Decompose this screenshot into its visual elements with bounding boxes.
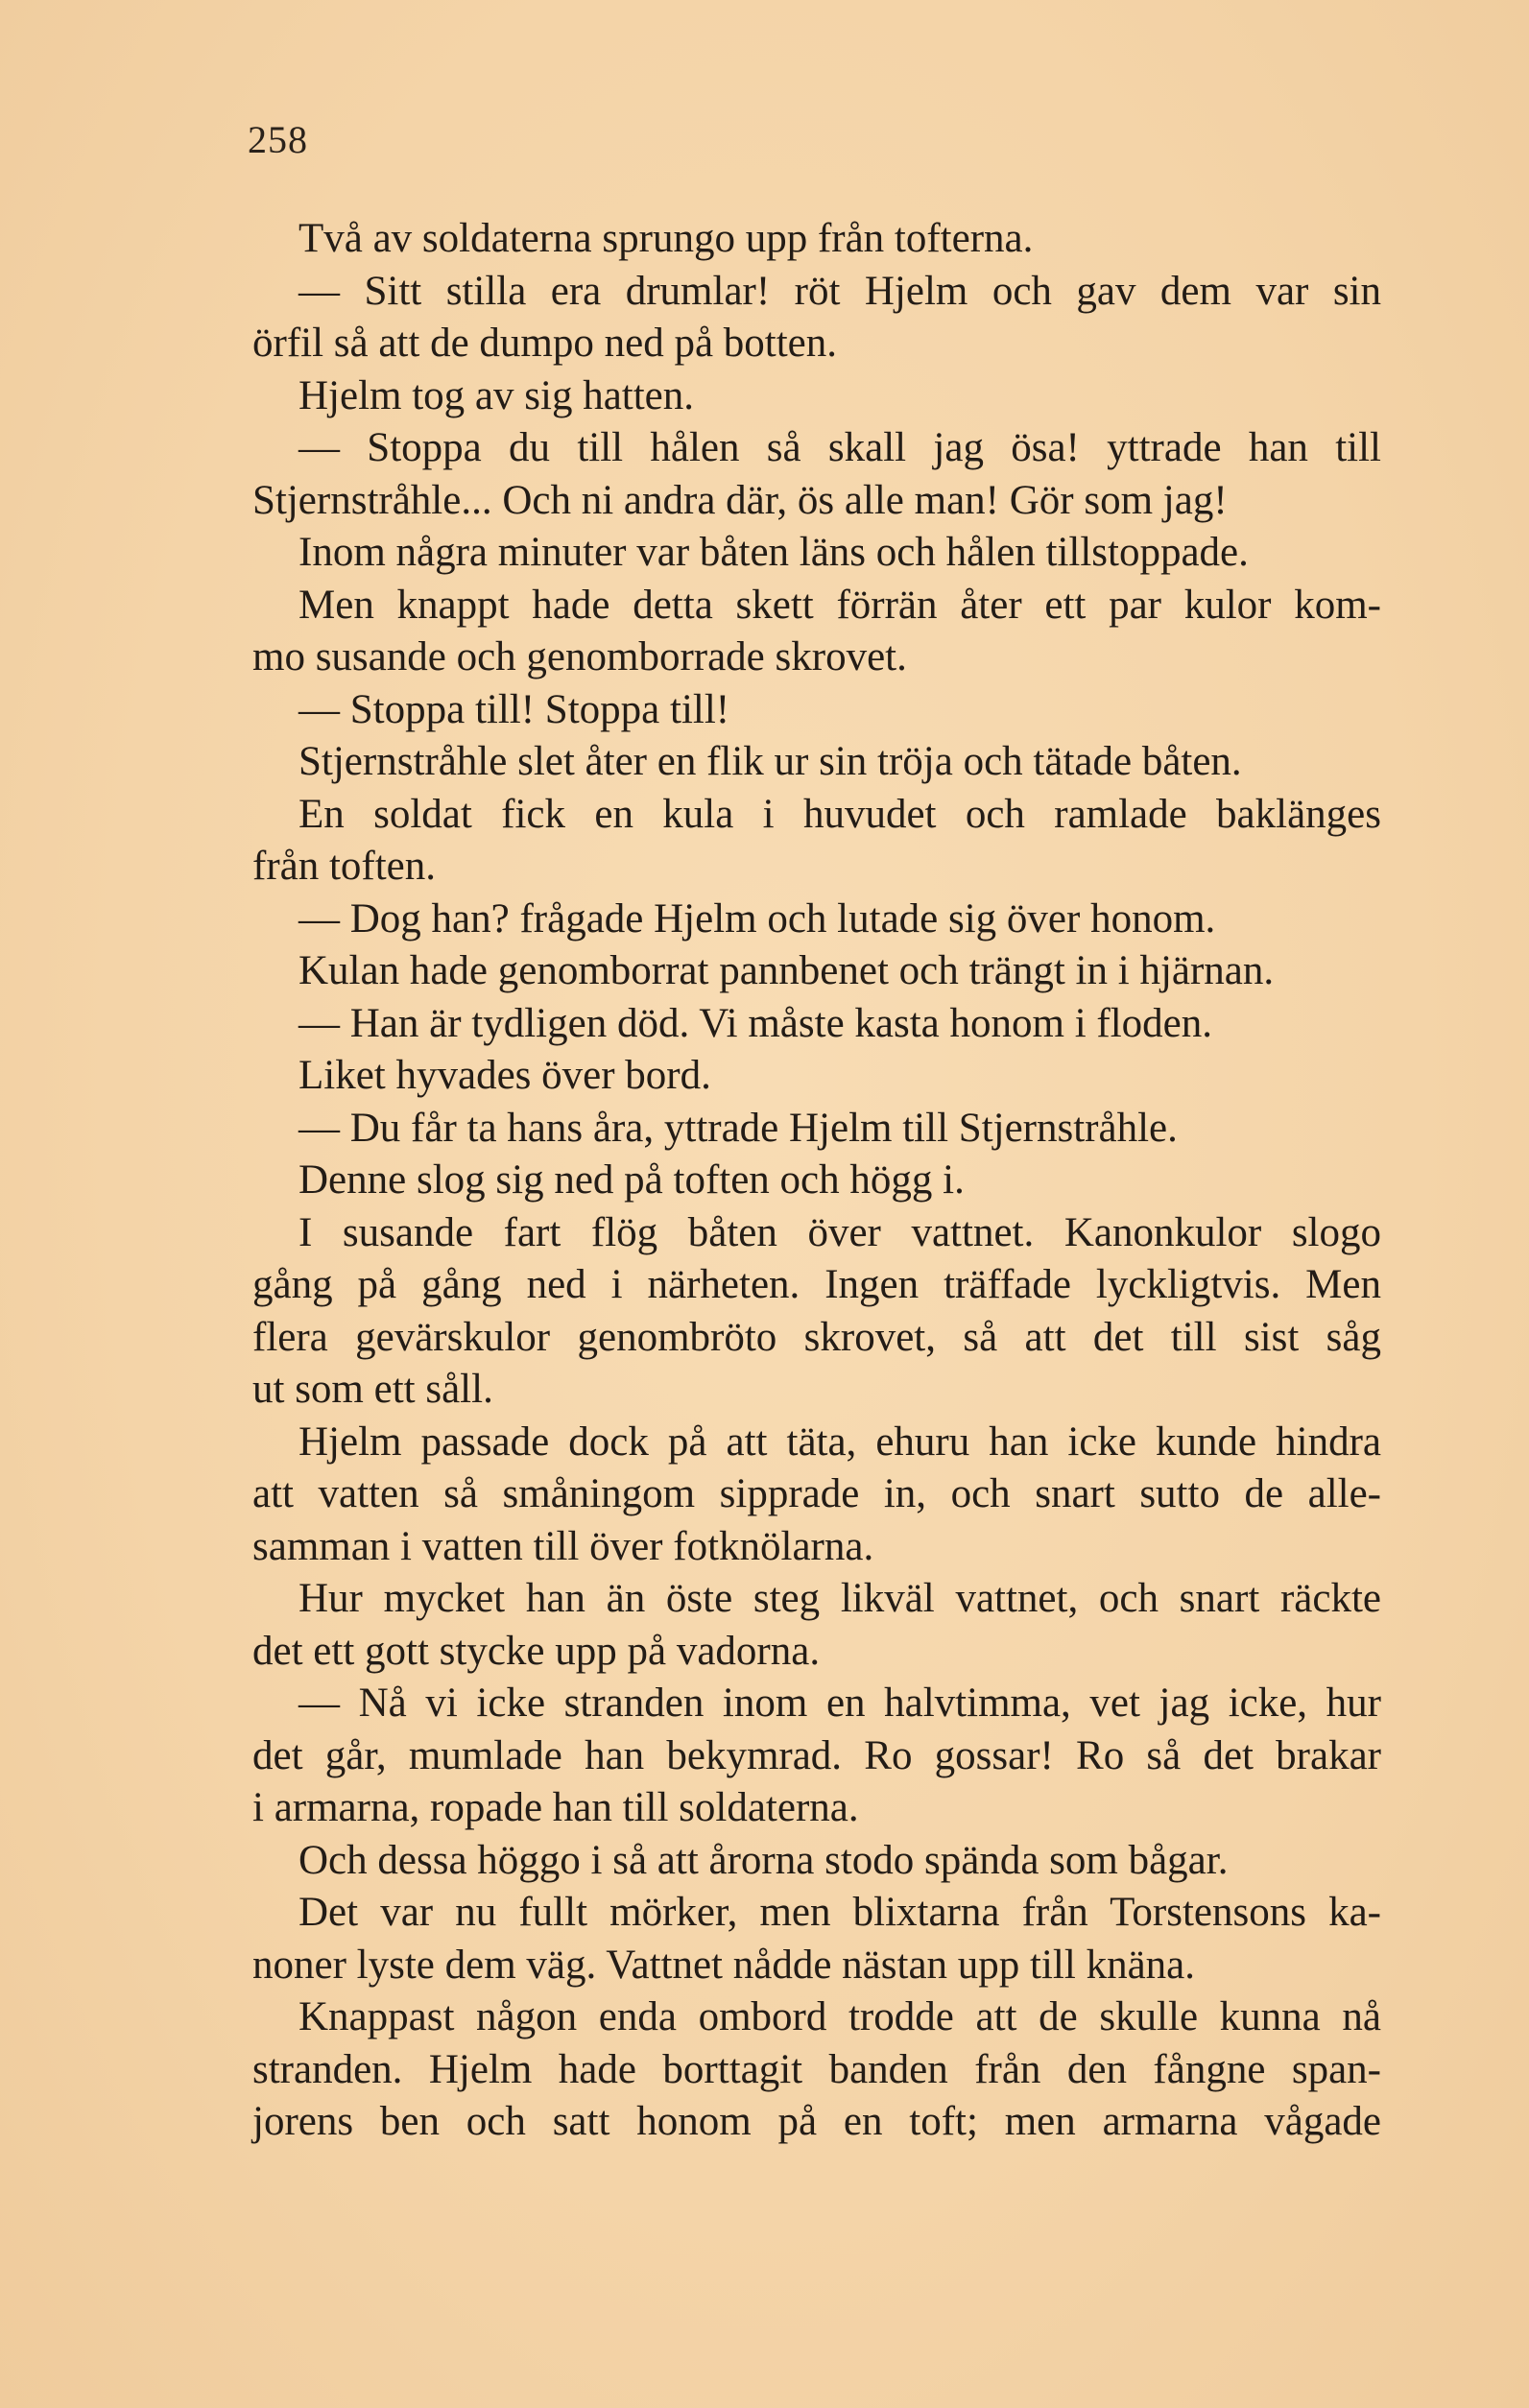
text-line: Stjernstråhle slet åter en flik ur sin tröja och tätade båten.	[299, 739, 1242, 784]
text-line: Hjelm passade dock på att täta, ehuru han icke kunde hindra	[299, 1419, 1381, 1465]
page-number: 258	[248, 118, 308, 161]
text-line: — Nå vi icke stranden inom en halvtimma, vet jag icke, hur	[299, 1681, 1381, 1726]
text-line: örfil så att de dumpo ned på botten.	[252, 321, 838, 366]
text-line: mo susande och genomborrade skrovet.	[252, 634, 907, 679]
text-line: i armarna, ropade han till soldaterna.	[252, 1785, 859, 1830]
text-line: Och dessa höggo i så att årorna stodo spända som bågar.	[299, 1837, 1229, 1883]
text-line: — Stoppa till! Stoppa till!	[299, 686, 730, 732]
text-line: Stjernstråhle... Och ni andra där, ös alle man! Gör som jag!	[252, 477, 1228, 523]
text-line: Denne slog sig ned på toften och högg i.	[299, 1157, 965, 1203]
text-line: — Du får ta hans åra, yttrade Hjelm till Stjernstråhle.	[299, 1105, 1178, 1151]
text-line: samman i vatten till över fotknölarna.	[252, 1523, 874, 1569]
text-line: noner lyste dem väg. Vattnet nådde nästan upp till knäna.	[252, 1942, 1195, 1988]
text-line: Kulan hade genomborrat pannbenet och trängt in i hjärnan.	[299, 948, 1275, 993]
text-line: Inom några minuter var båten läns och hålen tillstoppade.	[299, 530, 1249, 575]
text-line: Det var nu fullt mörker, men blixtarna från Torstensons ka-	[299, 1890, 1381, 1935]
text-line: — Dog han? frågade Hjelm och lutade sig över honom.	[299, 895, 1216, 942]
text-line: I susande fart flög båten över vattnet. Kanonkulor slogo	[299, 1209, 1381, 1255]
text-line: Två av soldaterna sprungo upp från tofterna.	[299, 216, 1034, 261]
text-line: En soldat fick en kula i huvudet och ramlade baklänges	[299, 791, 1381, 837]
text-line: Liket hyvades över bord.	[299, 1053, 711, 1098]
text-line: jorens ben och satt honom på en toft; men armarna vågade	[252, 2099, 1381, 2144]
text-line: stranden. Hjelm hade borttagit banden från den fångne span-	[252, 2046, 1381, 2092]
text-line: — Han är tydligen död. Vi måste kasta honom i floden.	[299, 1000, 1213, 1046]
body-text	[252, 213, 1381, 2149]
text-line: det går, mumlade han bekymrad. Ro gossar! Ro så det brakar	[252, 1732, 1381, 1778]
text-line: att vatten så småningom sipprade in, och snart sutto de alle-	[252, 1471, 1381, 1516]
text-line: gång på gång ned i närheten. Ingen träffade lyckligtvis. Men	[252, 1262, 1381, 1307]
text-line: det ett gott stycke upp på vadorna.	[252, 1628, 821, 1674]
text-line: från toften.	[252, 844, 437, 889]
text-line: Knappast någon enda ombord trodde att de skulle kunna nå	[299, 1994, 1381, 2039]
text-line: flera gevärskulor genombröto skrovet, så att det till sist såg	[252, 1314, 1381, 1360]
text-line: — Sitt stilla era drumlar! röt Hjelm och gav dem var sin	[299, 268, 1381, 314]
text-line: ut som ett såll.	[252, 1367, 493, 1412]
text-line: Hjelm tog av sig hatten.	[299, 372, 695, 418]
text-line: Hur mycket han än öste steg likväl vattnet, och snart räckte	[299, 1576, 1381, 1621]
text-line: Men knappt hade detta skett förrän åter ett par kulor kom-	[299, 582, 1381, 628]
text-line: — Stoppa du till hålen så skall jag ösa! yttrade han till	[299, 425, 1381, 470]
